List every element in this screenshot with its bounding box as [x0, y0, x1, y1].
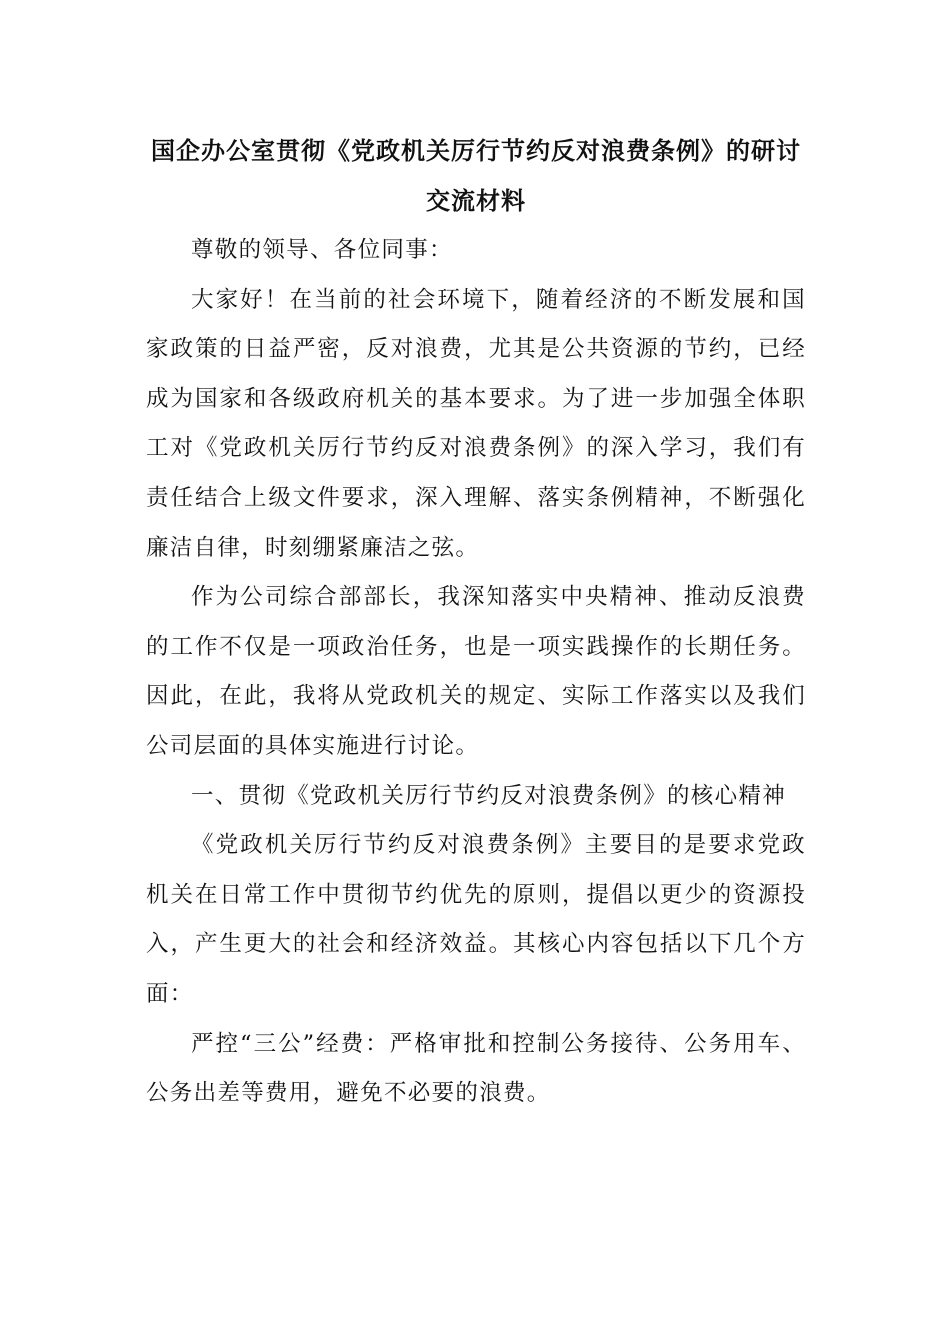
paragraph-role: 作为公司综合部部长，我深知落实中央精神、推动反浪费的工作不仅是一项政治任务，也是一项实践操作的长期任务。因此，在此，我将从党政机关的规定、实际工作落实以及我们公司层面的具体实施进行讨论。 — [146, 584, 806, 759]
salutation: 尊敬的领导、各位同事： — [191, 237, 453, 263]
section-heading: 一、贯彻《党政机关厉行节约反对浪费条例》的核心精神 — [191, 782, 787, 809]
paragraph-intro: 大家好！在当前的社会环境下，随着经济的不断发展和国家政策的日益严密，反对浪费，尤其是公共资源的节约，已经成为国家和各级政府机关的基本要求。为了进一步加强全体职工对《党政机关厉行节约反对浪费条例》的深入学习，我们有责任结合上级文件要求，深入理解、落实条例精神，不断强化廉洁自律，时刻绷紧廉洁之弦。 — [146, 286, 806, 561]
document-page — [146, 126, 806, 1119]
paragraph-three-public-expenses: 严控“三公”经费：严格审批和控制公务接待、公务用车、公务出差等费用，避免不必要的浪费。 — [146, 1030, 806, 1107]
paragraph-core-content: 《党政机关厉行节约反对浪费条例》主要目的是要求党政机关在日常工作中贯彻节约优先的原则，提倡以更少的资源投入，产生更大的社会和经济效益。其核心内容包括以下几个方面： — [146, 832, 806, 1007]
document-title: 国企办公室贯彻《党政机关厉行节约反对浪费条例》的研讨交流材料 — [151, 137, 801, 215]
